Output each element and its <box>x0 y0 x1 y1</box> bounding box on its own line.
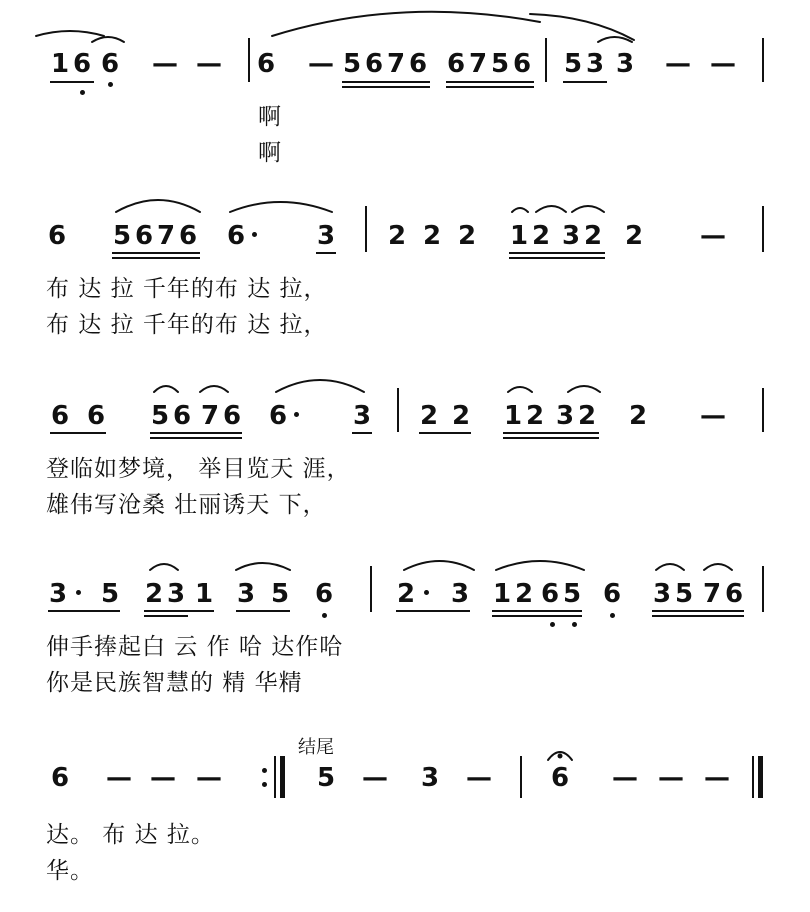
dash: — <box>362 763 388 793</box>
lyric-line-1: 伸手捧起白 云 作 哈 达作哈 <box>46 634 344 660</box>
note: 6 <box>222 401 242 431</box>
tie <box>512 208 528 212</box>
note: 2 <box>531 221 551 251</box>
note: 6 <box>134 221 154 251</box>
dash: — <box>196 763 222 793</box>
slur <box>496 561 584 570</box>
slur <box>154 386 178 392</box>
dash: — <box>700 221 726 251</box>
note: 6 <box>72 49 92 79</box>
lyric-line-2: 雄伟写沧桑 壮丽诱天 下， <box>46 492 327 518</box>
dash: — <box>308 49 334 79</box>
note: 2 <box>451 401 471 431</box>
note: 7 <box>386 49 406 79</box>
phrase-slur <box>272 12 540 36</box>
dash: — <box>106 763 132 793</box>
note: 2 <box>396 579 416 609</box>
note: 3 <box>420 763 440 793</box>
lyric-line-2: 啊 <box>258 140 282 166</box>
note: 1 <box>509 221 529 251</box>
note: 3 <box>166 579 186 609</box>
note: 1 <box>50 49 70 79</box>
lyric-line-1: 啊 <box>258 104 282 130</box>
dash: — <box>704 763 730 793</box>
lyric-line-2: 布 达 拉 千年的布 达 拉， <box>46 312 328 338</box>
slur <box>704 564 732 570</box>
slur <box>404 561 474 570</box>
note: 5 <box>316 763 336 793</box>
note: 5 <box>100 579 120 609</box>
note: 2 <box>387 221 407 251</box>
slur <box>568 386 600 392</box>
slur <box>536 206 566 212</box>
note: 7 <box>156 221 176 251</box>
tie <box>508 387 532 392</box>
note: 7 <box>200 401 220 431</box>
note: 5 <box>270 579 290 609</box>
note: 6 <box>47 221 67 251</box>
note: 1 <box>503 401 523 431</box>
note: 3 <box>48 579 68 609</box>
note: 6 <box>100 49 120 79</box>
note: 5 <box>112 221 132 251</box>
note: 6 <box>540 579 560 609</box>
note: 3 <box>615 49 635 79</box>
note: 5 <box>342 49 362 79</box>
note: 3 <box>561 221 581 251</box>
lyric-line-2: 你是民族智慧的 精 华精 <box>46 670 303 696</box>
note: 7 <box>702 579 722 609</box>
slur <box>200 386 228 392</box>
note: 6 <box>314 579 334 609</box>
lyric-line-1: 登临如梦境， 举目览天 涯， <box>46 456 351 482</box>
note: 2 <box>457 221 477 251</box>
dash: — <box>196 49 222 79</box>
note: 6 <box>50 401 70 431</box>
note: 3 <box>352 401 372 431</box>
note: 6 <box>512 49 532 79</box>
note: 1 <box>492 579 512 609</box>
note: 7 <box>468 49 488 79</box>
lyric-line-1: 布 达 拉 千年的布 达 拉， <box>46 276 328 302</box>
note: 3 <box>585 49 605 79</box>
note: 6 <box>226 221 246 251</box>
note: 3 <box>555 401 575 431</box>
note: 2 <box>422 221 442 251</box>
dash: — <box>466 763 492 793</box>
note: 2 <box>583 221 603 251</box>
dash: — <box>710 49 736 79</box>
note: 5 <box>562 579 582 609</box>
dash: — <box>152 49 178 79</box>
note: 6 <box>408 49 428 79</box>
note: 6 <box>50 763 70 793</box>
note: 6 <box>268 401 288 431</box>
note: 2 <box>144 579 164 609</box>
note: 3 <box>316 221 336 251</box>
note: 2 <box>624 221 644 251</box>
slur <box>150 564 178 570</box>
lyric-line-1: 达。 布 达 拉。 <box>46 822 215 848</box>
slur <box>276 380 364 392</box>
tie <box>92 37 124 42</box>
note: 6 <box>602 579 622 609</box>
section-label: 结尾 <box>298 737 334 758</box>
dash: — <box>150 763 176 793</box>
slur <box>572 206 604 212</box>
note: 2 <box>514 579 534 609</box>
dash: — <box>700 401 726 431</box>
note: 5 <box>563 49 583 79</box>
note: 6 <box>178 221 198 251</box>
dash: — <box>665 49 691 79</box>
note: 6 <box>550 763 570 793</box>
note: 3 <box>652 579 672 609</box>
note: 2 <box>525 401 545 431</box>
slur <box>236 563 290 570</box>
note: 5 <box>150 401 170 431</box>
note: 6 <box>446 49 466 79</box>
phrase-slur <box>530 14 634 40</box>
lyric-line-2: 华。 <box>46 858 94 884</box>
note: 6 <box>724 579 744 609</box>
note: 2 <box>419 401 439 431</box>
note: 6 <box>172 401 192 431</box>
slur <box>116 200 200 212</box>
dash: — <box>658 763 684 793</box>
note: 6 <box>256 49 276 79</box>
note: 6 <box>86 401 106 431</box>
fermata-dot <box>558 754 563 759</box>
tie <box>598 37 632 42</box>
note: 3 <box>236 579 256 609</box>
slur <box>230 202 332 212</box>
slur <box>656 564 684 570</box>
note: 5 <box>674 579 694 609</box>
note: 2 <box>628 401 648 431</box>
note: 6 <box>364 49 384 79</box>
note: 2 <box>577 401 597 431</box>
dash: — <box>612 763 638 793</box>
note: 3 <box>450 579 470 609</box>
note: 1 <box>194 579 214 609</box>
phrase-slur <box>36 31 104 36</box>
note: 5 <box>490 49 510 79</box>
